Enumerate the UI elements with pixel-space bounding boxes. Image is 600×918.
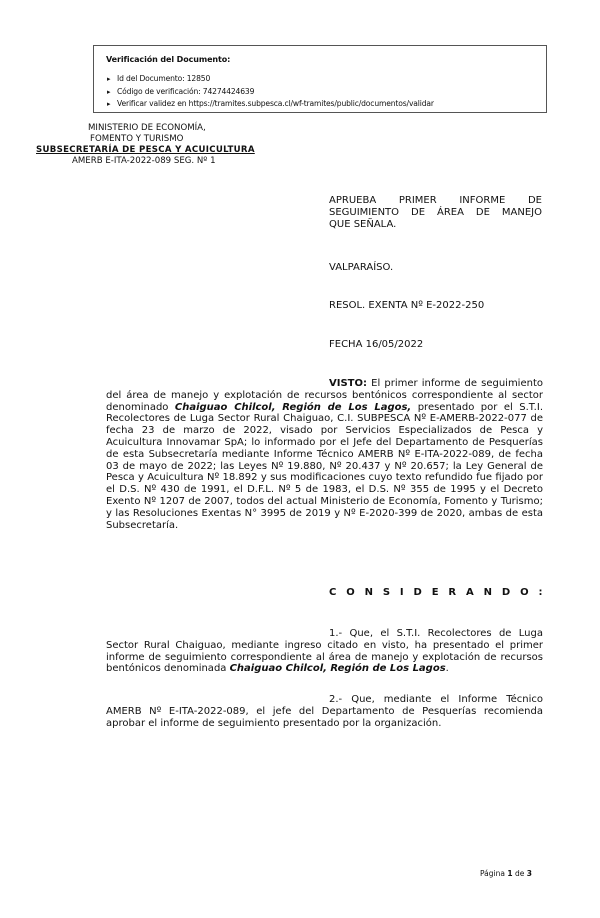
visto-label: VISTO:: [329, 378, 367, 389]
page-sep: de: [512, 869, 527, 878]
verification-title: Verificación del Documento:: [106, 55, 231, 64]
visto-paragraph: [106, 378, 543, 531]
total-pages: 3: [526, 869, 532, 878]
considerando-heading: C O N S I D E R A N D O :: [329, 587, 546, 598]
paragraph-text: .: [445, 663, 449, 675]
resolution-date: FECHA 16/05/2022: [329, 339, 424, 350]
verification-code: ▸ Código de verificación: 74274424639: [106, 86, 546, 99]
visto-text: presentado por el S.T.I. Recolectores de Luga Sector Rural Chaiguao, C.I. SUBPESCA Nº E-AMERB-2022-077 de fecha 23 de marzo de 2022, visado por Servicios Especializados de Pesca y Acuicultura Innovamar SpA; lo informado por el Jefe del Departamento de Pesquerías de esta Subsecretaría mediante Informe Técnico AMERB Nº E-ITA-2022-089, de fecha 03 de mayo de 2022; las Leyes Nº 19.880, Nº 20.437 y Nº 20.657; la Ley General de Pesca y Acuicultura Nº 18.892 y sus modificaciones cuyo texto refundido fue fijado por el D.S. Nº 430 de 1991, el D.F.L. Nº 5 de 1983, el D.S. Nº 355 de 1995 y el Decreto Exento Nº 1207 de 2007, todos del actual Ministerio de Economía, Fomento y Turismo; y las Resoluciones Exentas N° 3995 de 2019 y Nº E-2020-399 de 2020, ambas de esta Subsecretaría.: [106, 401, 543, 531]
ministry-name: MINISTERIO DE ECONOMÍA,: [88, 123, 206, 133]
current-page: 1: [507, 869, 513, 878]
verification-box: [93, 45, 547, 113]
considerando-paragraph-1: [106, 628, 543, 675]
considerando-paragraph-2: [106, 694, 543, 729]
summary-line: APRUEBA PRIMER INFORME DE: [329, 195, 542, 206]
resolution-number: RESOL. EXENTA Nº E-2022-250: [329, 300, 485, 311]
verification-list: [106, 73, 546, 111]
page-label: Página: [480, 869, 508, 878]
reference-code: AMERB E-ITA-2022-089 SEG. Nº 1: [72, 156, 216, 166]
summary-line: SEGUIMIENTO DE ÁREA DE MANEJO: [329, 207, 542, 218]
page-number: [480, 869, 532, 878]
document-id: ▸ Id del Documento: 12850: [106, 73, 546, 86]
area-name: Chaiguao Chilcol, Región de Los Lagos: [229, 663, 446, 675]
visto-text: El primer informe de seguimiento del área de manejo y explotación de recursos bentónicos correspondiente al sector denominado: [106, 378, 543, 413]
visto-area-name: Chaiguao Chilcol, Región de Los Lagos,: [174, 401, 412, 413]
ministry-name-line2: FOMENTO Y TURISMO: [90, 134, 184, 144]
city: VALPARAÍSO.: [329, 262, 394, 273]
subsecretariat-name: SUBSECRETARÍA DE PESCA Y ACUICULTURA: [36, 145, 255, 155]
verification-url[interactable]: ▸ Verificar validez en https://tramites.subpesca.cl/wf-tramites/public/documentos/validar: [106, 98, 546, 111]
resolution-summary: [329, 195, 542, 231]
summary-line: QUE SEÑALA.: [329, 219, 397, 230]
paragraph-text: 1.- Que, el S.T.I. Recolectores de Luga Sector Rural Chaiguao, mediante ingreso citado en visto, ha presentado el primer informe de seguimiento correspondiente al área de manejo y explotación de recursos bentónicos denominada: [106, 628, 543, 675]
paragraph-text: 2.- Que, mediante el Informe Técnico AMERB Nº E-ITA-2022-089, el jefe del Departamento de Pesquerías recomienda aprobar el informe de seguimiento presentado por la organización.: [106, 694, 543, 729]
